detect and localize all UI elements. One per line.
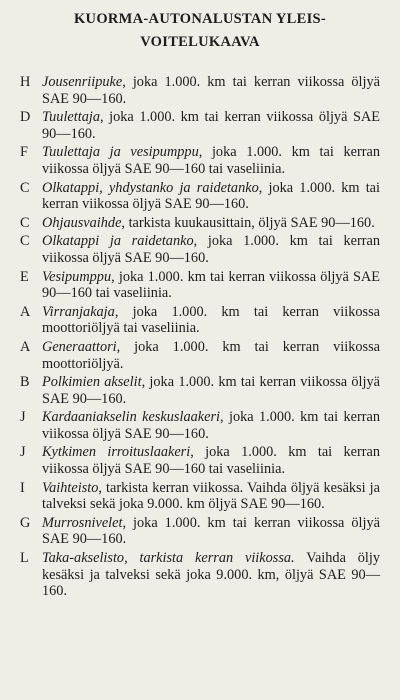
entry-text (42, 550, 380, 600)
entry-instruction: , tarkista kerran viikossa. Vaihda öljyä kesäksi ja talveksi sekä joka 9.000. km öljyä SAE 90—160. (42, 479, 380, 513)
entry-part-name: Vaihteisto (42, 479, 99, 496)
entry-letter: G (20, 514, 31, 531)
entry-part-name: Vesipumppu (42, 268, 112, 285)
lubrication-entry (20, 409, 380, 442)
entry-part-name: Taka-akselisto, tarkista kerran viikossa. (42, 550, 295, 567)
entry-text (42, 109, 380, 142)
entry-part-name: Kardaaniakselin keskuslaakeri (42, 409, 220, 426)
entry-text (42, 233, 380, 266)
lubrication-entry (20, 444, 380, 477)
lubrication-entry (20, 144, 380, 177)
lubrication-entry (20, 304, 380, 337)
lubrication-entry (20, 515, 380, 548)
lubrication-entry (20, 374, 380, 407)
entry-letter: F (20, 144, 28, 161)
lubrication-entry (20, 233, 380, 266)
entry-text (42, 374, 380, 407)
entry-letter: C (20, 214, 30, 231)
entry-instruction: , joka 1.000. km tai kerran viikossa öljyä SAE 90—160. (42, 179, 380, 213)
entry-part-name: Generaattori (42, 338, 117, 355)
entry-instruction: , joka 1.000. km tai kerran viikossa öljyä SAE 90—160. (42, 514, 380, 548)
entry-letter: D (20, 109, 31, 126)
entry-text (42, 339, 380, 372)
lubrication-entry (20, 480, 380, 513)
lubrication-entry-list (20, 74, 380, 600)
entry-part-name: Virranjakaja (42, 303, 115, 320)
entry-text (42, 215, 380, 232)
entry-part-name: Olkatappi, yhdystanko ja raidetanko (42, 179, 259, 196)
entry-instruction: , joka 1.000. km tai kerran viikossa öljyä SAE 90—160 tai vaseliinia. (42, 144, 380, 177)
entry-text (42, 180, 380, 213)
entry-text (42, 144, 380, 177)
entry-letter: E (20, 268, 29, 285)
entry-part-name: Ohjausvaihde (42, 214, 122, 231)
entry-instruction: , joka 1.000. km tai kerran viikossa moottoriöljyä. (42, 338, 380, 372)
entry-instruction: , joka 1.000. km tai kerran viikossa öljyä SAE 90—160 tai vaseliinia. (42, 444, 380, 478)
entry-letter: B (20, 374, 30, 391)
entry-part-name: Olkatappi ja raidetanko (42, 233, 194, 250)
entry-text (42, 74, 380, 107)
entry-text (42, 409, 380, 442)
entry-letter: J (20, 409, 26, 426)
entry-text (42, 515, 380, 548)
title-line-1: KUORMA-AUTONALUSTAN YLEIS- (73, 11, 327, 27)
entry-instruction: , joka 1.000. km tai kerran viikossa öljyä SAE 90—160. (42, 74, 380, 107)
entry-instruction: , joka 1.000. km tai kerran viikossa öljyä SAE 90—160. (42, 409, 380, 442)
lubrication-entry (20, 550, 380, 600)
entry-instruction: Vaihda öljy kesäksi ja talveksi sekä joka 9.000. km, öljyä SAE 90—160. (42, 550, 380, 600)
document-title (20, 8, 380, 54)
entry-instruction: , joka 1.000. km tai kerran viikossa öljyä SAE 90—160. (42, 109, 380, 142)
entry-instruction: , joka 1.000. km tai kerran viikossa öljyä SAE 90—160. (42, 374, 380, 407)
entry-instruction: , tarkista kuukausittain, öljyä SAE 90—160. (121, 214, 375, 231)
entry-letter: H (20, 74, 31, 90)
entry-letter: A (20, 303, 31, 320)
entry-part-name: Polkimien akselit (42, 374, 142, 391)
lubrication-entry (20, 269, 380, 302)
entry-text (42, 444, 380, 477)
entry-text (42, 480, 380, 513)
entry-part-name: Kytkimen irroituslaakeri (42, 444, 191, 461)
entry-letter: C (20, 179, 30, 196)
entry-letter: A (20, 338, 31, 355)
lubrication-entry (20, 109, 380, 142)
entry-instruction: , joka 1.000. km tai kerran viikossa öljyä SAE 90—160 tai vaseliinia. (42, 268, 380, 302)
lubrication-entry (20, 215, 380, 232)
entry-letter: J (20, 444, 26, 461)
entry-instruction: , joka 1.000. km tai kerran viikossa öljyä SAE 90—160. (42, 233, 380, 266)
entry-instruction: , joka 1.000. km tai kerran viikossa moottoriöljyä tai vaseliinia. (42, 303, 380, 337)
entry-letter: C (20, 233, 30, 250)
lubrication-entry (20, 339, 380, 372)
entry-letter: L (20, 550, 29, 567)
lubrication-entry (20, 74, 380, 107)
entry-part-name: Tuulettaja ja vesipumppu (42, 144, 199, 161)
entry-part-name: Murrosnivelet (42, 514, 123, 531)
entry-text (42, 304, 380, 337)
lubrication-entry (20, 180, 380, 213)
entry-text (42, 269, 380, 302)
entry-part-name: Jousenriipuke (42, 74, 123, 90)
title-line-2: VOITELUKAAVA (140, 34, 260, 50)
entry-letter: I (20, 479, 25, 496)
entry-part-name: Tuulettaja (42, 109, 100, 126)
